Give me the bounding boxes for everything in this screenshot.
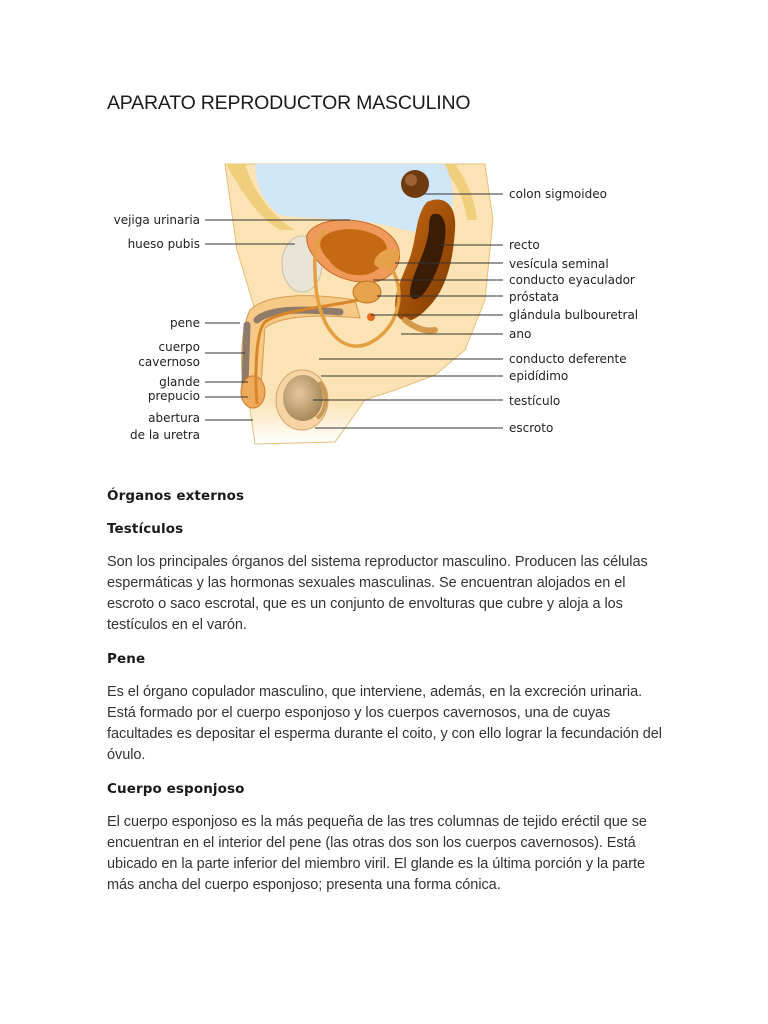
label-glande: glande <box>159 375 200 389</box>
heading-cuerpo-esponjoso: Cuerpo esponjoso <box>107 781 245 797</box>
label-pene: pene <box>170 316 200 330</box>
label-glandula-bulbouretral: glándula bulbouretral <box>509 308 639 322</box>
label-epididimo: epidídimo <box>509 369 569 383</box>
label-vesicula-seminal: vesícula seminal <box>509 257 609 271</box>
paragraph-testiculos: Son los principales órganos del sistema reproductor masculino. Producen las células espermáticas y las hormonas sexuales masculinas. Se encuentran alojados en el escroto o saco escrotal, que es un conjunto de envolturas que cubre y aloja a los testículos en el varón. <box>107 554 648 633</box>
label-conducto-deferente: conducto deferente <box>509 352 627 366</box>
paragraph-pene: Es el órgano copulador masculino, que interviene, además, en la excreción urinaria. Está formado por el cuerpo esponjoso y los cuerpos cavernosos, una de cuyas facultades es depositar el esperma durante el coito, y con ello lograr la fecundación del óvulo. <box>107 684 662 763</box>
label-vejiga-urinaria: vejiga urinaria <box>113 213 200 227</box>
label-de-la-uretra: de la uretra <box>130 428 200 442</box>
label-recto: recto <box>509 238 540 252</box>
diagram-body <box>225 164 493 444</box>
label-cavernoso: cavernoso <box>138 355 200 369</box>
label-prepucio: prepucio <box>147 389 200 403</box>
document-body <box>107 488 667 911</box>
label-cuerpo: cuerpo <box>158 340 200 354</box>
heading-testiculos: Testículos <box>107 521 184 537</box>
document-title: APARATO REPRODUCTOR MASCULINO <box>107 92 471 114</box>
label-escroto: escroto <box>509 421 554 435</box>
label-prostata: próstata <box>509 290 559 304</box>
label-abertura: abertura <box>148 411 200 425</box>
paragraph-cuerpo-esponjoso: El cuerpo esponjoso es la más pequeña de las tres columnas de tejido eréctil que se encuentran en el interior del pene (las otras dos son los cuerpos cavernosos). Está ubicado en la parte inferior del miembro viril. El glande es la última porción y la parte más ancha del cuerpo esponjoso; presenta una forma cónica. <box>107 814 647 893</box>
anatomy-diagram <box>105 160 645 450</box>
label-ano: ano <box>509 327 532 341</box>
label-colon-sigmoideo: colon sigmoideo <box>509 187 607 201</box>
heading-pene: Pene <box>107 651 146 667</box>
heading-organos-externos: Órganos externos <box>107 488 245 504</box>
label-hueso-pubis: hueso pubis <box>127 237 200 251</box>
label-testiculo: testículo <box>509 394 561 408</box>
label-conducto-eyaculador: conducto eyaculador <box>509 273 635 287</box>
